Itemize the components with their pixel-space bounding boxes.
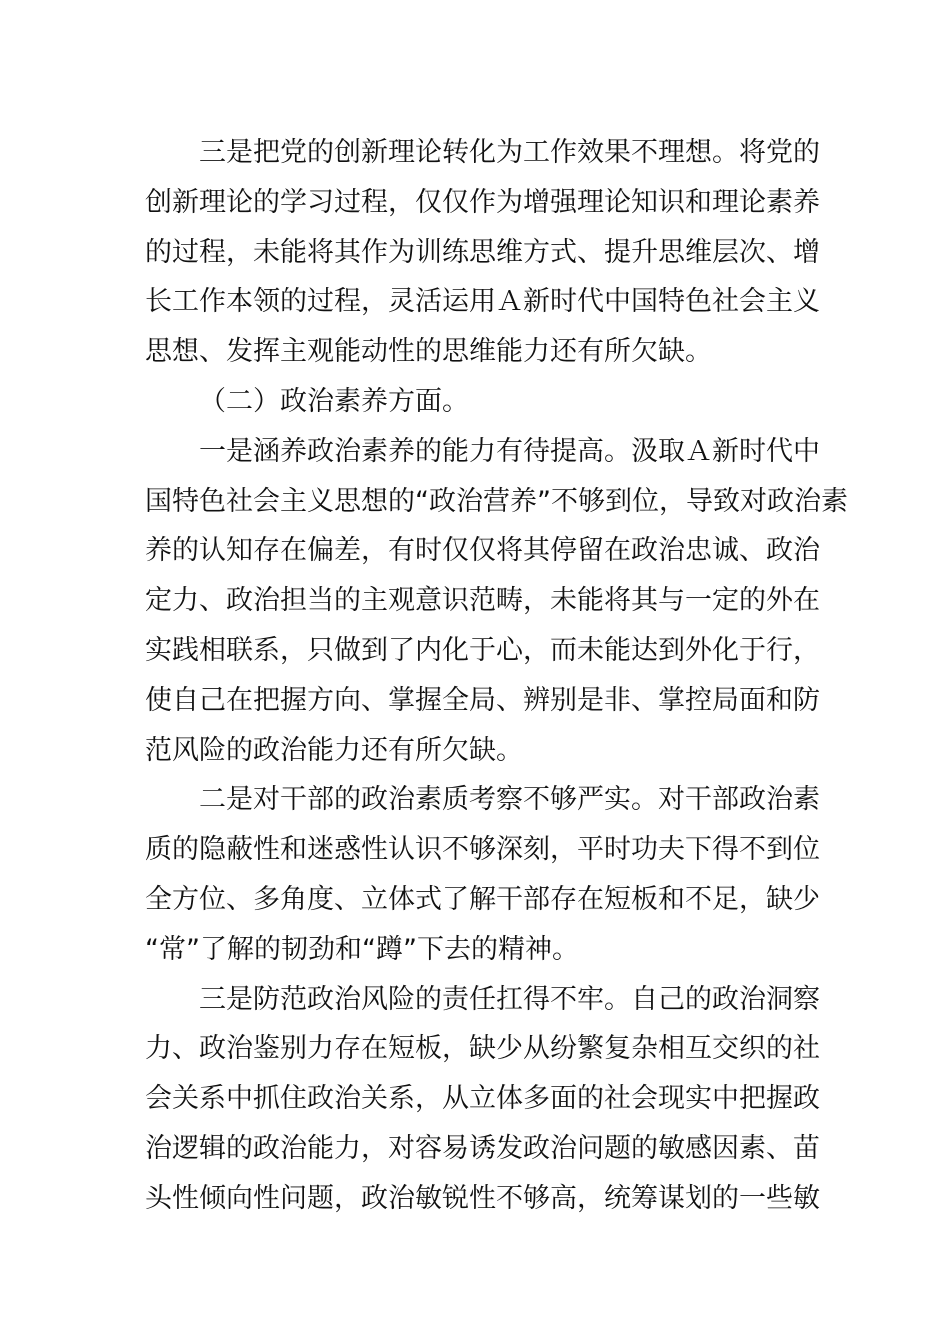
text-line: 思想、发挥主观能动性的思维能力还有所欠缺。 [145,336,712,368]
text-line: 会关系中抓住政治关系，从立体多面的社会现实中把握政 [145,1083,820,1115]
text-line: 长工作本领的过程，灵活运用Ａ新时代中国特色社会主义 [145,286,820,318]
text-line: 质的隐蔽性和迷惑性认识不够深刻，平时功夫下得不到位 [145,834,820,866]
section-heading [145,377,806,427]
text-line: 养的认知存在偏差，有时仅仅将其停留在政治忠诚、政治 [145,535,820,567]
text-line: 治逻辑的政治能力，对容易诱发政治问题的敏感因素、苗 [145,1132,820,1164]
text-line: 定力、政治担当的主观意识范畴，未能将其与一定的外在 [145,585,820,617]
text-line: 一是涵养政治素养的能力有待提高。汲取Ａ新时代中 [199,435,820,467]
document-body [145,128,848,1224]
text-line: “常”了解的韧劲和“蹲”下去的精神。 [145,933,579,965]
paragraph [145,128,820,377]
paragraph [145,427,848,776]
paragraph [145,775,820,974]
text-line: （二）政治素养方面。 [199,385,469,417]
text-line: 创新理论的学习过程，仅仅作为增强理论知识和理论素养 [145,186,820,218]
text-line: 力、政治鉴别力存在短板，缺少从纷繁复杂相互交织的社 [145,1033,820,1065]
text-line: 二是对干部的政治素质考察不够严实。对干部政治素 [199,784,820,816]
text-line: 全方位、多角度、立体式了解干部存在短板和不足，缺少 [145,883,820,915]
text-line: 的过程，未能将其作为训练思维方式、提升思维层次、增 [145,236,820,268]
paragraph [145,975,820,1224]
text-line: 使自己在把握方向、掌握全局、辨别是非、掌控局面和防 [145,684,820,716]
text-line: 实践相联系，只做到了内化于心，而未能达到外化于行， [145,634,820,666]
text-line: 三是防范政治风险的责任扛得不牢。自己的政治洞察 [199,983,820,1015]
text-line: 国特色社会主义思想的“政治营养”不够到位，导致对政治素 [145,485,848,517]
text-line: 三是把党的创新理论转化为工作效果不理想。将党的 [199,137,820,168]
text-line: 头性倾向性问题，政治敏锐性不够高，统筹谋划的一些敏 [145,1182,820,1214]
text-line: 范风险的政治能力还有所欠缺。 [145,734,523,766]
